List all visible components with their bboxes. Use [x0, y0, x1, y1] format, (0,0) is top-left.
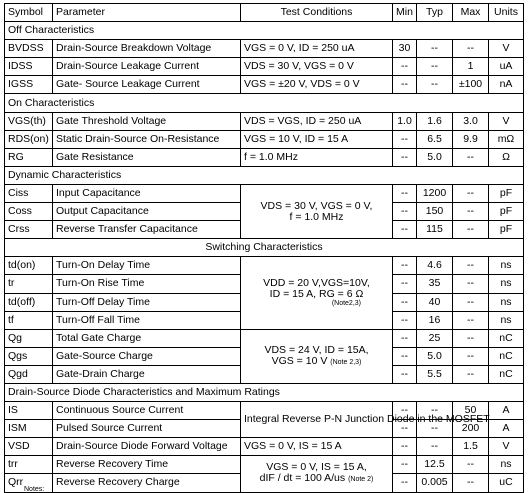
typ-cell: 150: [417, 203, 453, 221]
min-cell: --: [393, 420, 417, 438]
parameter-cell: Turn-Off Fall Time: [53, 311, 241, 329]
symbol-cell: Ciss: [5, 184, 53, 202]
typ-cell: 0.005: [417, 474, 453, 492]
max-cell: --: [453, 311, 489, 329]
unit-cell: A: [489, 402, 524, 420]
typ-cell: 6.5: [417, 130, 453, 148]
parameter-cell: Turn-Off Delay Time: [53, 293, 241, 311]
section-header-row: [5, 383, 524, 401]
max-cell: --: [453, 275, 489, 293]
parameter-cell: Gate Resistance: [53, 148, 241, 166]
unit-cell: mΩ: [489, 130, 524, 148]
min-cell: --: [393, 311, 417, 329]
symbol-cell: IDSS: [5, 58, 53, 76]
parameter-cell: Reverse Recovery Charge: [53, 474, 241, 492]
min-cell: --: [393, 58, 417, 76]
parameter-cell: Output Capacitance: [53, 203, 241, 221]
conditions-cell: [241, 184, 393, 238]
section-header-row: [5, 94, 524, 112]
min-cell: --: [393, 130, 417, 148]
table-row: [5, 76, 524, 94]
parameter-cell: Gate-Drain Charge: [53, 365, 241, 383]
max-cell: ±100: [453, 76, 489, 94]
parameter-cell: Input Capacitance: [53, 184, 241, 202]
section-title-off: Off Characteristics: [5, 22, 524, 40]
typ-cell: --: [417, 76, 453, 94]
max-cell: --: [453, 203, 489, 221]
conditions-line: VGS = 10 V: [271, 354, 328, 367]
unit-cell: ns: [489, 456, 524, 474]
unit-cell: nC: [489, 347, 524, 365]
max-cell: 3.0: [453, 112, 489, 130]
max-cell: 1: [453, 58, 489, 76]
conditions-line: VDS = 24 V, ID = 15A,: [264, 343, 369, 356]
parameter-cell: Total Gate Charge: [53, 329, 241, 347]
symbol-cell: Qgd: [5, 365, 53, 383]
note-reference: (Note2,3): [331, 300, 361, 307]
notes-label: Notes:: [24, 486, 45, 493]
typ-cell: 35: [417, 275, 453, 293]
table-row: [5, 58, 524, 76]
table-row: [5, 40, 524, 58]
min-cell: --: [393, 275, 417, 293]
typ-cell: 25: [417, 329, 453, 347]
min-cell: --: [393, 221, 417, 239]
symbol-cell: Qg: [5, 329, 53, 347]
parameter-cell: Gate- Source Leakage Current: [53, 76, 241, 94]
parameter-cell: Static Drain-Source On-Resistance: [53, 130, 241, 148]
typ-cell: 16: [417, 311, 453, 329]
max-cell: --: [453, 456, 489, 474]
unit-cell: V: [489, 40, 524, 58]
typ-cell: 5.0: [417, 347, 453, 365]
max-cell: --: [453, 329, 489, 347]
conditions-cell: VGS = 10 V, ID = 15 A: [241, 130, 393, 148]
min-cell: --: [393, 474, 417, 492]
col-header-min: Min: [393, 4, 417, 22]
conditions-cell: VDS = 30 V, VGS = 0 V: [241, 58, 393, 76]
electrical-characteristics-table: [4, 3, 524, 493]
min-cell: --: [393, 148, 417, 166]
symbol-cell: RG: [5, 148, 53, 166]
unit-cell: V: [489, 112, 524, 130]
typ-cell: --: [417, 40, 453, 58]
typ-cell: --: [417, 438, 453, 456]
unit-cell: pF: [489, 221, 524, 239]
typ-cell: 1200: [417, 184, 453, 202]
typ-cell: 1.6: [417, 112, 453, 130]
section-header-row: [5, 22, 524, 40]
table-row: [5, 329, 524, 347]
symbol-cell: tr: [5, 275, 53, 293]
table-row: [5, 112, 524, 130]
section-header-row: [5, 166, 524, 184]
typ-cell: 12.5: [417, 456, 453, 474]
conditions-line: dIF / dt = 100 A/us: [259, 472, 346, 485]
min-cell: --: [393, 293, 417, 311]
parameter-cell: Reverse Recovery Time: [53, 456, 241, 474]
section-title-dynamic: Dynamic Characteristics: [5, 166, 524, 184]
unit-cell: pF: [489, 184, 524, 202]
max-cell: --: [453, 257, 489, 275]
section-title-on: On Characteristics: [5, 94, 524, 112]
table-row: [5, 184, 524, 202]
max-cell: 50: [453, 402, 489, 420]
section-title-diode: Drain-Source Diode Characteristics and Maximum Ratings: [5, 383, 524, 401]
conditions-cell: [241, 257, 393, 329]
table-row: [5, 130, 524, 148]
unit-cell: ns: [489, 257, 524, 275]
parameter-cell: Drain-Source Leakage Current: [53, 58, 241, 76]
parameter-cell: Pulsed Source Current: [53, 420, 241, 438]
parameter-cell: Reverse Transfer Capacitance: [53, 221, 241, 239]
conditions-cell: VGS = ±20 V, VDS = 0 V: [241, 76, 393, 94]
conditions-cell: [241, 329, 393, 383]
max-cell: --: [453, 40, 489, 58]
max-cell: --: [453, 148, 489, 166]
unit-cell: nC: [489, 329, 524, 347]
symbol-cell: Qgs: [5, 347, 53, 365]
conditions-line: VDS = 30 V, VGS = 0 V,: [260, 199, 373, 212]
max-cell: --: [453, 365, 489, 383]
conditions-cell: VDS = VGS, ID = 250 uA: [241, 112, 393, 130]
section-header-row: [5, 239, 524, 257]
parameter-cell: Gate Threshold Voltage: [53, 112, 241, 130]
min-cell: 1.0: [393, 112, 417, 130]
typ-cell: 5.0: [417, 148, 453, 166]
header-row: [5, 4, 524, 22]
parameter-cell: Drain-Source Diode Forward Voltage: [53, 438, 241, 456]
min-cell: 30: [393, 40, 417, 58]
table-row: [5, 148, 524, 166]
typ-cell: --: [417, 58, 453, 76]
unit-cell: ns: [489, 275, 524, 293]
conditions-cell: VGS = 0 V, ID = 250 uA: [241, 40, 393, 58]
conditions-line: VGS = 0 V, IS = 15 A,: [266, 461, 367, 474]
conditions-cell: [241, 456, 393, 492]
col-header-parameter: Parameter: [53, 4, 241, 22]
min-cell: --: [393, 257, 417, 275]
max-cell: --: [453, 347, 489, 365]
parameter-cell: Turn-On Delay Time: [53, 257, 241, 275]
min-cell: --: [393, 438, 417, 456]
unit-cell: pF: [489, 203, 524, 221]
symbol-cell: trr: [5, 456, 53, 474]
unit-cell: V: [489, 438, 524, 456]
col-header-conditions: Test Conditions: [241, 4, 393, 22]
symbol-cell: IGSS: [5, 76, 53, 94]
max-cell: 1.5: [453, 438, 489, 456]
conditions-cell: Integral Reverse P-N Junction Diode in the MOSFET: [241, 402, 393, 438]
col-header-symbol: Symbol: [5, 4, 53, 22]
min-cell: --: [393, 347, 417, 365]
symbol-cell: ISM: [5, 420, 53, 438]
conditions-cell: f = 1.0 MHz: [241, 148, 393, 166]
max-cell: 200: [453, 420, 489, 438]
unit-cell: uC: [489, 474, 524, 492]
col-header-units: Units: [489, 4, 524, 22]
symbol-cell: Coss: [5, 203, 53, 221]
table-row: [5, 438, 524, 456]
min-cell: --: [393, 365, 417, 383]
note-reference: (Note 2,3): [330, 358, 362, 366]
unit-cell: nC: [489, 365, 524, 383]
unit-cell: ns: [489, 311, 524, 329]
symbol-cell: Qrr: [5, 474, 53, 492]
col-header-max: Max: [453, 4, 489, 22]
parameter-cell: Turn-On Rise Time: [53, 275, 241, 293]
parameter-cell: Continuous Source Current: [53, 402, 241, 420]
min-cell: --: [393, 184, 417, 202]
min-cell: --: [393, 456, 417, 474]
max-cell: --: [453, 221, 489, 239]
symbol-cell: tf: [5, 311, 53, 329]
typ-cell: 115: [417, 221, 453, 239]
min-cell: --: [393, 76, 417, 94]
section-title-switching: Switching Characteristics: [5, 239, 524, 257]
min-cell: --: [393, 329, 417, 347]
min-cell: --: [393, 402, 417, 420]
typ-cell: 40: [417, 293, 453, 311]
table-row: [5, 402, 524, 420]
conditions-line: f = 1.0 MHz: [289, 210, 344, 223]
symbol-cell: VGS(th): [5, 112, 53, 130]
table-row: [5, 456, 524, 474]
min-cell: --: [393, 203, 417, 221]
typ-cell: --: [417, 420, 453, 438]
parameter-cell: Drain-Source Breakdown Voltage: [53, 40, 241, 58]
symbol-cell: BVDSS: [5, 40, 53, 58]
max-cell: --: [453, 293, 489, 311]
typ-cell: 5.5: [417, 365, 453, 383]
unit-cell: Ω: [489, 148, 524, 166]
col-header-typ: Typ: [417, 4, 453, 22]
symbol-cell: td(off): [5, 293, 53, 311]
max-cell: --: [453, 184, 489, 202]
max-cell: --: [453, 474, 489, 492]
typ-cell: 4.6: [417, 257, 453, 275]
parameter-cell: Gate-Source Charge: [53, 347, 241, 365]
unit-cell: nA: [489, 76, 524, 94]
conditions-line: ID = 15 A, RG = 6 Ω: [269, 288, 364, 300]
conditions-cell: VGS = 0 V, IS = 15 A: [241, 438, 393, 456]
unit-cell: A: [489, 420, 524, 438]
symbol-cell: IS: [5, 402, 53, 420]
symbol-cell: RDS(on): [5, 130, 53, 148]
conditions-line: VDD = 20 V,VGS=10V,: [263, 277, 370, 289]
unit-cell: ns: [489, 293, 524, 311]
typ-cell: --: [417, 402, 453, 420]
table-row: [5, 257, 524, 275]
max-cell: 9.9: [453, 130, 489, 148]
symbol-cell: VSD: [5, 438, 53, 456]
unit-cell: uA: [489, 58, 524, 76]
symbol-cell: Crss: [5, 221, 53, 239]
symbol-cell: td(on): [5, 257, 53, 275]
note-reference: (Note 2): [348, 476, 374, 484]
